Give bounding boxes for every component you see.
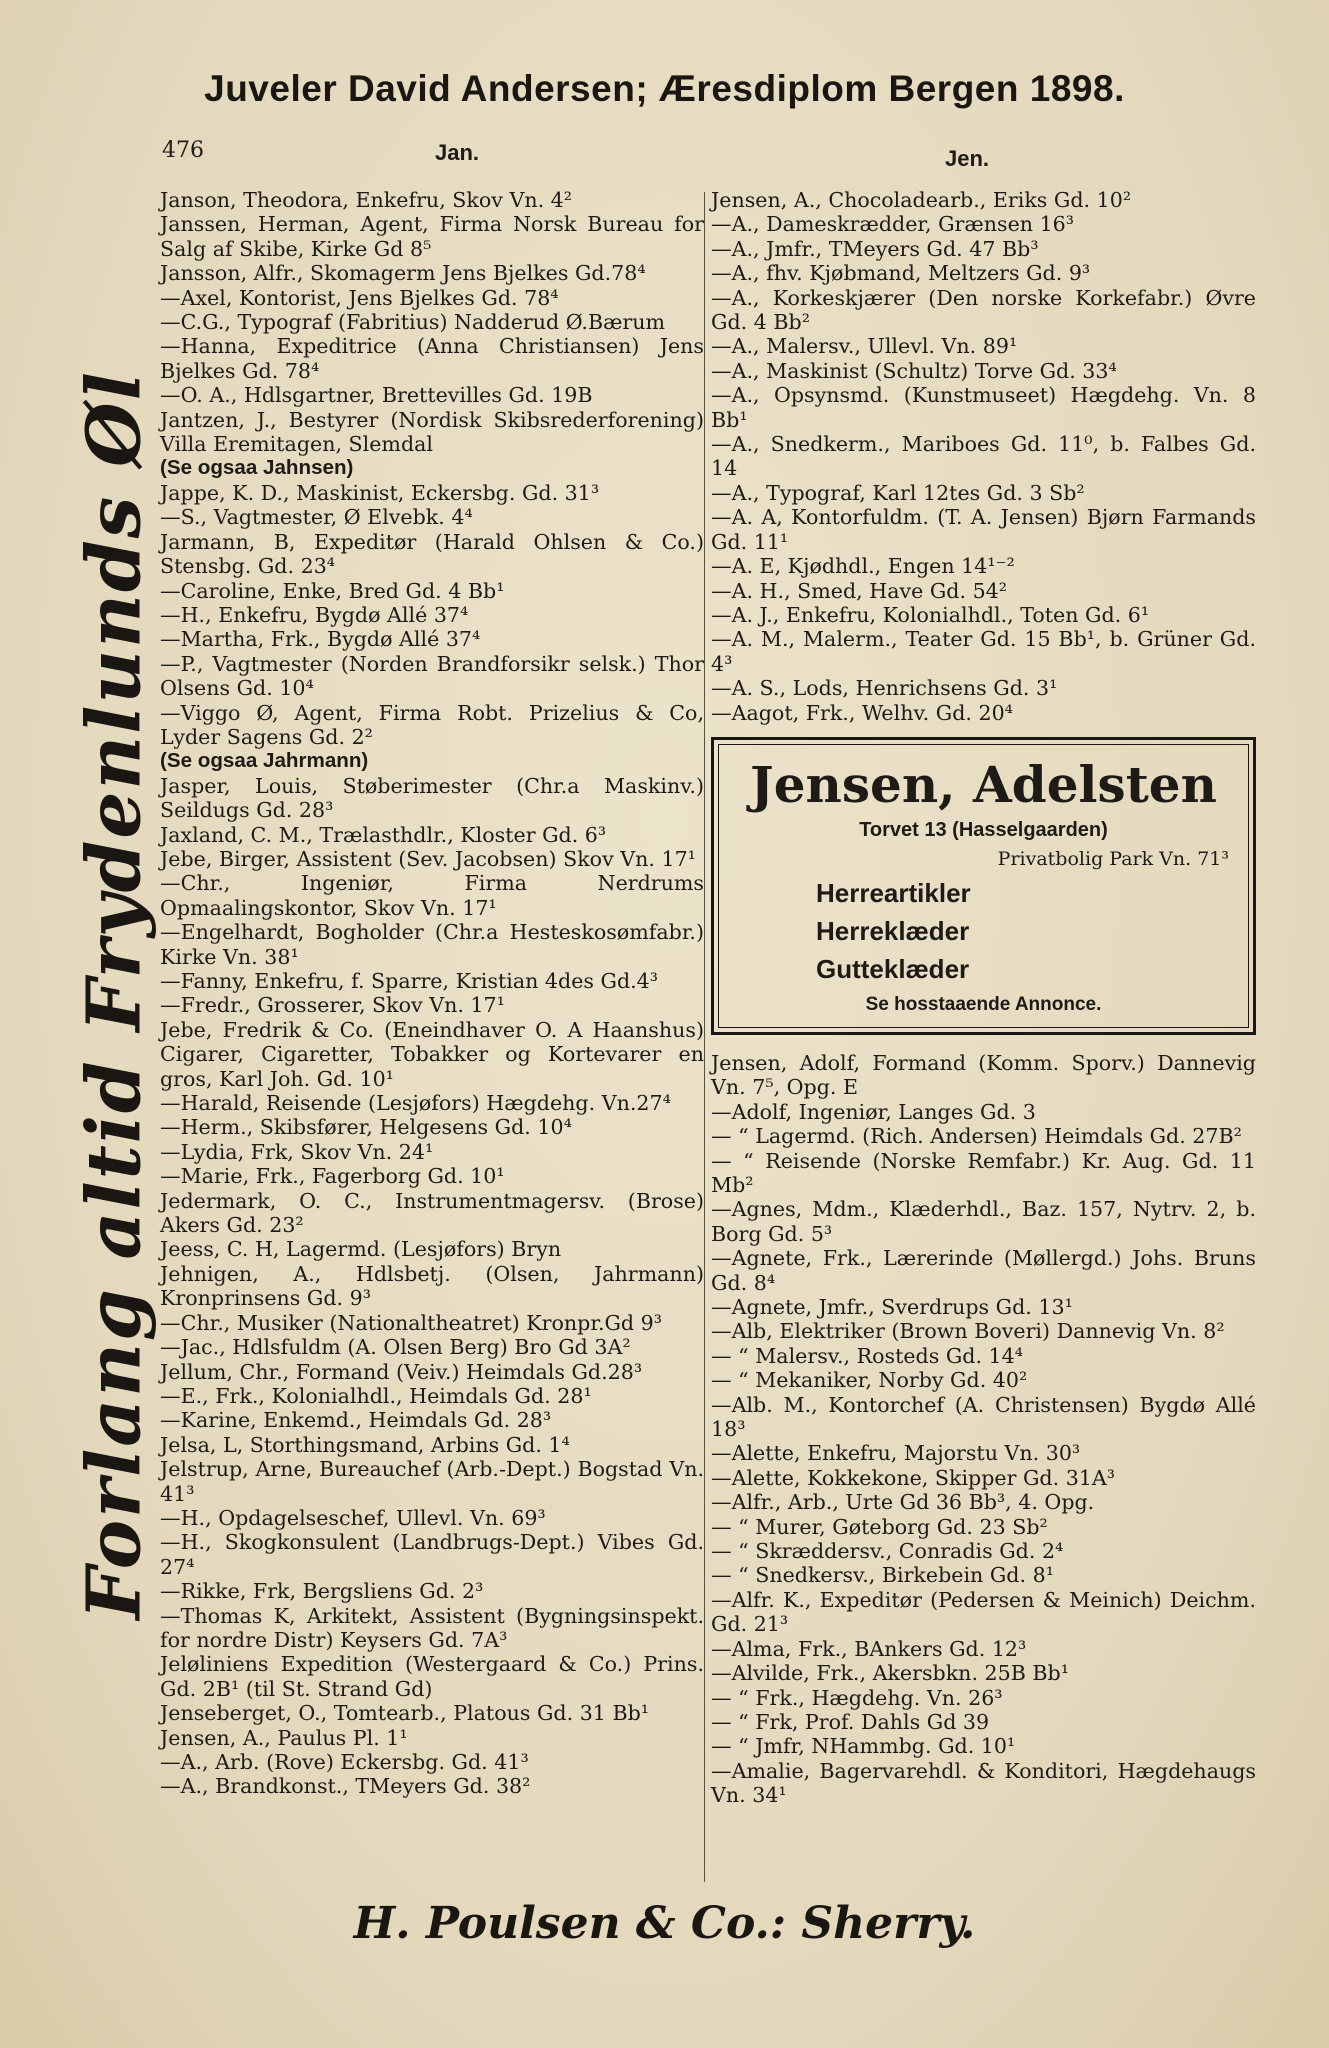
directory-entry: Janssen, Herman, Agent, Firma Norsk Bureau for Salg af Skibe, Kirke Gd 8⁵	[160, 212, 704, 261]
directory-entry: —Engelhardt, Bogholder (Chr.a Hesteskosømfabr.) Kirke Vn. 38¹	[160, 920, 704, 969]
right-column-top	[711, 188, 1256, 725]
directory-entry: —A., Snedkerm., Mariboes Gd. 11⁰, b. Falbes Gd. 14	[711, 432, 1256, 481]
directory-entry: —A. A, Kontorfuldm. (T. A. Jensen) Bjørn Farmands Gd. 11¹	[711, 505, 1256, 554]
directory-entry: — “ Murer, Gøteborg Gd. 23 Sb²	[711, 1514, 1048, 1539]
directory-entry: —H., Skogkonsulent (Landbrugs-Dept.) Vibes Gd. 27⁴	[160, 1530, 704, 1579]
directory-entry: —A., Dameskrædder, Grænsen 16³	[711, 212, 1075, 237]
ad-note: Se hosstaaende Annonce.	[865, 993, 1102, 1015]
left-column	[160, 188, 704, 1799]
ad-item: Gutteklæder	[816, 953, 970, 984]
directory-entry: —Axel, Kontorist, Jens Bjelkes Gd. 78⁴	[160, 285, 559, 310]
directory-entry: —Karine, Enkemd., Heimdals Gd. 28³	[160, 1408, 552, 1433]
directory-entry: — “ Snedkersv., Birkebein Gd. 8¹	[711, 1563, 1054, 1588]
directory-entry: —Agnes, Mdm., Klæderhdl., Baz. 157, Nytrv. 2, b. Borg Gd. 5³	[711, 1197, 1256, 1246]
directory-entry: —Jac., Hdlsfuldm (A. Olsen Berg) Bro Gd 3A²	[160, 1335, 631, 1360]
directory-entry: Jeess, C. H, Lagermd. (Lesjøfors) Bryn	[160, 1237, 562, 1262]
ad-private-address: Privatbolig Park Vn. 71³	[997, 847, 1229, 870]
directory-entry: —C.G., Typograf (Fabritius) Nadderud Ø.Bærum	[160, 310, 666, 335]
directory-entry: —Harald, Reisende (Lesjøfors) Hægdehg. Vn.27⁴	[160, 1091, 671, 1116]
directory-entry: —A., Typograf, Karl 12tes Gd. 3 Sb²	[711, 480, 1085, 505]
directory-entry: —A., Maskinist (Schultz) Torve Gd. 33⁴	[711, 358, 1117, 383]
directory-entry: —Amalie, Bagervarehdl. & Konditori, Hægdehaugs Vn. 34¹	[711, 1758, 1256, 1808]
directory-entry: —Alma, Frk., BAnkers Gd. 12³	[711, 1636, 1027, 1661]
directory-entry: Jenseberget, O., Tomtearb., Platous Gd. 31 Bb¹	[160, 1701, 650, 1726]
directory-entry: Jensen, A., Paulus Pl. 1¹	[160, 1725, 408, 1750]
directory-entry: —A., Jmfr., TMeyers Gd. 47 Bb³	[711, 236, 1039, 261]
directory-entry: —Fredr., Grosserer, Skov Vn. 17¹	[160, 993, 505, 1018]
directory-entry: (Se ogsaa Jahnsen)	[160, 456, 354, 480]
directory-entry: —H., Enkefru, Bygdø Allé 37⁴	[160, 602, 469, 627]
directory-entry: — “ Frk, Prof. Dahls Gd 39	[711, 1709, 990, 1734]
directory-entry: —Alb. M., Kontorchef (A. Christensen) Bygdø Allé 18³	[711, 1392, 1256, 1442]
directory-entry: —A., Opsynsmd. (Kunstmuseet) Hægdehg. Vn. 8 Bb¹	[711, 383, 1256, 432]
directory-entry: —Alb, Elektriker (Brown Boveri) Dannevig Vn. 8²	[711, 1319, 1225, 1344]
directory-entry: —Alvilde, Frk., Akersbkn. 25B Bb¹	[711, 1661, 1069, 1686]
directory-entry: Janson, Theodora, Enkefru, Skov Vn. 4²	[160, 188, 573, 212]
directory-entry: — “ Malersv., Rosteds Gd. 14⁴	[711, 1343, 1024, 1368]
directory-entry: —Alette, Kokkekone, Skipper Gd. 31A³	[711, 1465, 1116, 1490]
directory-entry: Jansson, Alfr., Skomagerm Jens Bjelkes Gd.78⁴	[160, 261, 646, 286]
ad-item: Herreklæder	[816, 915, 970, 946]
directory-entry: — “ Skræddersv., Conradis Gd. 2⁴	[711, 1539, 1064, 1564]
directory-entry: —Alette, Enkefru, Majorstu Vn. 30³	[711, 1441, 1081, 1466]
directory-entry: —Adolf, Ingeniør, Langes Gd. 3	[711, 1099, 1036, 1124]
page-footer: H. Poulsen & Co.: Sherry.	[353, 1898, 976, 1949]
directory-entry: —E., Frk., Kolonialhdl., Heimdals Gd. 28¹	[160, 1383, 592, 1408]
directory-entry: Jelsa, L, Storthingsmand, Arbins Gd. 1⁴	[160, 1432, 570, 1457]
directory-entry: —Fanny, Enkefru, f. Sparre, Kristian 4des Gd.4³	[160, 969, 659, 993]
directory-entry: —Rikke, Frk, Bergsliens Gd. 2³	[160, 1579, 484, 1604]
directory-entry: —Viggo Ø, Agent, Firma Robt. Prizelius & Co, Lyder Sagens Gd. 2²	[160, 700, 704, 749]
page-number: 476	[162, 138, 204, 163]
directory-entry: —S., Vagtmester, Ø Elvebk. 4⁴	[160, 505, 473, 530]
directory-entry: —A. E, Kjødhdl., Engen 14¹⁻²	[711, 554, 1015, 579]
directory-entry: (Se ogsaa Jahrmann)	[160, 749, 369, 773]
directory-entry: —Marie, Frk., Fagerborg Gd. 10¹	[160, 1164, 505, 1189]
directory-entry: —Herm., Skibsfører, Helgesens Gd. 10⁴	[160, 1115, 572, 1140]
directory-entry: Jeløliniens Expedition (Westergaard & Co.) Prins. Gd. 2B¹ (til St. Strand Gd)	[160, 1652, 704, 1701]
directory-entry: Jelstrup, Arne, Bureauchef (Arb.-Dept.) Bogstad Vn. 41³	[160, 1457, 704, 1506]
directory-entry: —A. J., Enkefru, Kolonialhdl., Toten Gd. 6¹	[711, 602, 1150, 627]
directory-entry: Jehnigen, A., Hdlsbetj. (Olsen, Jahrmann) Kronprinsens Gd. 9³	[160, 1261, 704, 1311]
directory-entry: — “ Frk., Hægdehg. Vn. 26³	[711, 1685, 1003, 1710]
directory-entry: Jensen, A., Chocoladearb., Eriks Gd. 10²	[711, 188, 1132, 212]
directory-entry: Jensen, Adolf, Formand (Komm. Sporv.) Dannevig Vn. 7⁵, Opg. E	[711, 1050, 1256, 1100]
advertisement-box	[711, 737, 1256, 1035]
keyword-left: Jan.	[435, 140, 480, 165]
directory-entry: —Thomas K, Arkitekt, Assistent (Bygningsinspekt. for nordre Distr) Keysers Gd. 7A³	[160, 1603, 704, 1652]
directory-entry: — “ Mekaniker, Norby Gd. 40²	[711, 1368, 1028, 1393]
directory-entry: Jaxland, C. M., Trælasthdlr., Kloster Gd. 6³	[160, 822, 607, 847]
sidebar-advert	[60, 370, 170, 1620]
keyword-right: Jen.	[945, 146, 990, 171]
directory-entry: —Hanna, Expeditrice (Anna Christiansen) Jens Bjelkes Gd. 78⁴	[160, 334, 704, 383]
directory-entry: —Alfr., Arb., Urte Gd 36 Bb³, 4. Opg.	[711, 1490, 1095, 1515]
directory-entry: —A., Korkeskjærer (Den norske Korkefabr.) Øvre Gd. 4 Bb²	[711, 285, 1256, 335]
directory-entry: —Martha, Frk., Bygdø Allé 37⁴	[160, 627, 481, 652]
page-header: Juveler David Andersen; Æresdiplom Bergen 1898.	[204, 68, 1125, 109]
directory-entry: —Agnete, Jmfr., Sverdrups Gd. 13¹	[711, 1295, 1073, 1319]
directory-entry: — “ Reisende (Norske Remfabr.) Kr. Aug. Gd. 11 Mb²	[711, 1148, 1256, 1197]
column-divider	[704, 192, 705, 1882]
directory-entry: —Chr., Musiker (Nationaltheatret) Kronpr.Gd 9³	[160, 1310, 663, 1335]
directory-entry: —P., Vagtmester (Norden Brandforsikr selsk.) Thor Olsens Gd. 10⁴	[160, 651, 704, 701]
directory-entry: —A. M., Malerm., Teater Gd. 15 Bb¹, b. Grüner Gd. 4³	[711, 627, 1256, 676]
directory-entry: Jarmann, B, Expeditør (Harald Ohlsen & Co.) Stensbg. Gd. 23⁴	[160, 529, 704, 579]
right-column-bottom	[711, 1051, 1256, 1808]
directory-entry: —A., Brandkonst., TMeyers Gd. 38²	[160, 1774, 531, 1799]
directory-entry: — “ Lagermd. (Rich. Andersen) Heimdals Gd. 27B²	[711, 1124, 1242, 1149]
ad-title: Jensen, Adelsten	[750, 754, 1217, 814]
directory-entry: Jasper, Louis, Støberimester (Chr.a Maskinv.) Seildugs Gd. 28³	[160, 773, 704, 823]
directory-entry: Jappe, K. D., Maskinist, Eckersbg. Gd. 31³	[160, 480, 600, 505]
directory-entry: —A., Arb. (Rove) Eckersbg. Gd. 41³	[160, 1750, 529, 1774]
directory-entry: Jebe, Birger, Assistent (Sev. Jacobsen) Skov Vn. 17¹	[160, 846, 696, 871]
directory-entry: —Chr., Ingeniør, Firma Nerdrums Opmaalingskontor, Skov Vn. 17¹	[160, 871, 704, 920]
directory-entry: Jebe, Fredrik & Co. (Eneindhaver O. A Haanshus) Cigarer, Cigaretter, Tobakker og Kortevarer en gros, Karl Joh. Gd. 10¹	[160, 1017, 704, 1091]
directory-entry: Jellum, Chr., Formand (Veiv.) Heimdals Gd.28³	[160, 1359, 643, 1384]
directory-entry: —Caroline, Enke, Bred Gd. 4 Bb¹	[160, 578, 505, 603]
directory-entry: —Alfr. K., Expeditør (Pedersen & Meinich) Deichm. Gd. 21³	[711, 1587, 1256, 1637]
directory-entry: —Lydia, Frk, Skov Vn. 24¹	[160, 1139, 434, 1164]
directory-entry: —A. S., Lods, Henrichsens Gd. 3¹	[711, 676, 1058, 701]
directory-entry: —Agnete, Frk., Lærerinde (Møllergd.) Johs. Bruns Gd. 8⁴	[711, 1246, 1256, 1295]
directory-entry: —H., Opdagelseschef, Ullevl. Vn. 69³	[160, 1505, 546, 1530]
right-column	[711, 188, 1256, 1808]
ad-item: Herreartikler	[816, 877, 971, 908]
directory-entry: Jantzen, J., Bestyrer (Nordisk Skibsrederforening) Villa Eremitagen, Slemdal	[160, 407, 704, 457]
directory-entry: —O. A., Hdlsgartner, Brettevilles Gd. 19B	[160, 383, 593, 408]
directory-entry: —Aagot, Frk., Welhv. Gd. 20⁴	[711, 700, 1013, 725]
sidebar-advert-text: Forlang altid Frydenlunds Øl	[72, 370, 159, 1620]
ad-address: Torvet 13 (Hasselgaarden)	[859, 818, 1108, 841]
directory-entry: —A. H., Smed, Have Gd. 54²	[711, 578, 1008, 603]
directory-entry: — “ Jmfr, NHammbg. Gd. 10¹	[711, 1734, 1016, 1759]
directory-entry: —A., fhv. Kjøbmand, Meltzers Gd. 9³	[711, 261, 1091, 286]
directory-entry: —A., Malersv., Ullevl. Vn. 89¹	[711, 334, 1018, 359]
directory-entry: Jedermark, O. C., Instrumentmagersv. (Brose) Akers Gd. 23²	[160, 1188, 704, 1238]
